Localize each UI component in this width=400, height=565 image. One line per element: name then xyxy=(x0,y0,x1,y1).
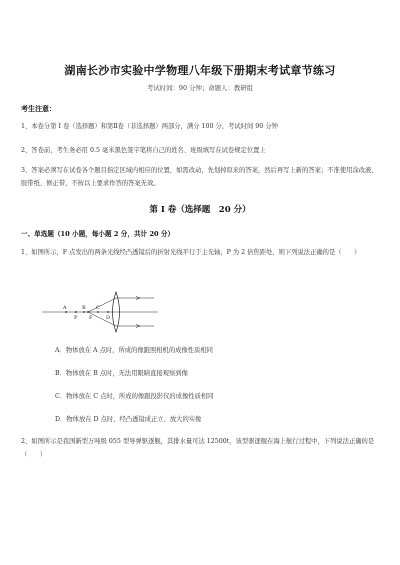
point-b xyxy=(83,311,85,313)
point-c xyxy=(97,311,99,313)
notice-item: 2、答卷前，考生务必用 0.5 毫米黑色签字笔将自己的姓名、班级填写在试卷规定位置上 xyxy=(21,147,266,154)
option-b[interactable]: B．物体放在 B 点时，无法用眼睛直接观察到像 xyxy=(55,370,188,377)
label-c: C xyxy=(96,305,100,311)
notice-item: 3、答案必须写在试卷各个题目指定区域内相应的位置，如需改动，先划掉原来的答案，然后再写上新的答案；不准使用涂改液、胶带纸、修正带，不按以上要求作答的答案无效。 xyxy=(21,167,378,187)
exam-meta: 考试时间：90 分钟；命题人：教研组 xyxy=(146,84,254,92)
label-f: F xyxy=(89,315,93,321)
option-a[interactable]: A．物体放在 A 点时，所成的像跟照相机的成像性质相同 xyxy=(55,347,213,354)
page-title: 湖南长沙市实验中学物理八年级下册期末考试章节练习 xyxy=(64,64,336,77)
label-b: B xyxy=(82,305,86,311)
notice-heading: 考生注意： xyxy=(21,104,56,113)
ray-upper xyxy=(88,298,116,312)
point-p xyxy=(75,311,77,313)
label-a: A xyxy=(63,305,67,311)
section-title: 第 I 卷（选择题 20 分） xyxy=(149,205,251,215)
notice-item: 1、本卷分第 I 卷（选择题）和第Ⅱ卷（非选择题）两部分，满分 100 分，考试时间 90 分钟 xyxy=(21,123,278,130)
question-1-text: 1、如图所示，F 点发出的两条光线经凸透镜后的折射光线平行于主光轴，P 为 2 倍焦距处，则下列说法正确的是（ ） xyxy=(21,249,361,256)
lens-diagram xyxy=(40,288,160,336)
label-p: P xyxy=(74,315,78,321)
label-d: D xyxy=(106,315,111,321)
question-2-text: 2、如图所示是我国新型万吨级 055 型导弹驱逐舰，其排水量可达 12500t，该型驱逐舰在海上航行过程中，下列说法正确的是（ ） xyxy=(21,438,375,458)
point-a xyxy=(65,311,67,313)
option-d[interactable]: D．物体放在 D 点时，经凸透镜成正立、放大的实像 xyxy=(55,416,202,423)
point-f xyxy=(87,311,89,313)
part-heading: 一、单选题（10 小题，每小题 2 分，共计 20 分） xyxy=(21,230,175,238)
point-d xyxy=(107,311,109,313)
option-c[interactable]: C．物体放在 C 点时，所成的像跟投影仪的成像性质相同 xyxy=(55,393,214,400)
